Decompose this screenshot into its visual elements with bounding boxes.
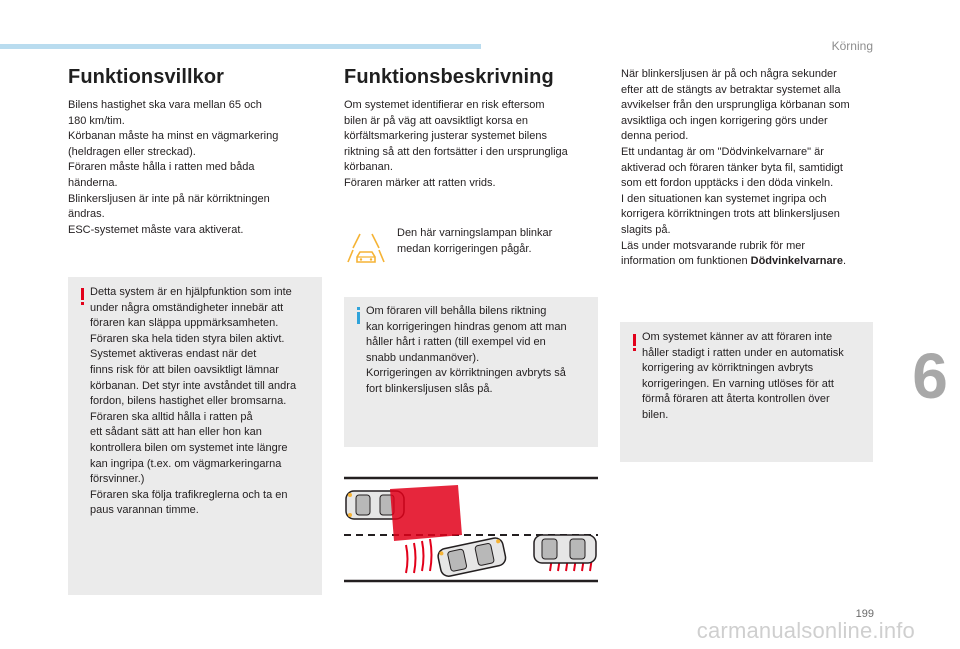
lane-keeping-warning-lamp-icon bbox=[346, 232, 386, 266]
page-number: 199 bbox=[855, 608, 874, 620]
text-line: paus varannan timme. bbox=[90, 504, 199, 517]
car-right-icon bbox=[437, 537, 507, 578]
text-line: ett sådant sätt att han eller hon kan bbox=[90, 426, 262, 439]
chapter-tab-number: 6 bbox=[912, 340, 948, 412]
lane-correction-illustration bbox=[344, 475, 598, 585]
text-line: Föraren ska alltid hålla i ratten på bbox=[90, 410, 253, 423]
heading-funktionsvillkor: Funktionsvillkor bbox=[68, 66, 225, 88]
text-line: finns risk för att bilen oavsiktligt lämnar bbox=[90, 363, 279, 376]
text-line: 180 km/tim. bbox=[68, 114, 125, 127]
section-title: Körning bbox=[831, 39, 873, 53]
text-line: ESC-systemet måste vara aktiverat. bbox=[68, 223, 244, 236]
text-line: Körbanan måste ha minst en vägmarkering bbox=[68, 130, 279, 143]
warning-text bbox=[642, 330, 872, 424]
text-line: Om systemet känner av att föraren inte bbox=[642, 331, 833, 343]
text-line: bilen. bbox=[642, 408, 669, 421]
text-line: körbanan. Det styr inte avståndet till andra bbox=[90, 379, 297, 392]
heading-funktionsbeskrivning: Funktionsbeskrivning bbox=[344, 66, 554, 88]
text-line: bilen är på väg att oavsiktligt korsa en bbox=[344, 114, 529, 127]
text-line: aktiverad och föraren tänker byta fil, samtidigt bbox=[621, 161, 843, 174]
text-line: avsiktliga och ingen korrigering görs under bbox=[621, 114, 828, 127]
text-line: Detta system är en hjälpfunktion som inte bbox=[90, 286, 292, 298]
text-line: under några omständigheter innebär att bbox=[90, 301, 284, 314]
conditions-text bbox=[68, 98, 318, 238]
text-line: Föraren ska hela tiden styra bilen aktivt. bbox=[90, 332, 285, 345]
warning-box-left bbox=[68, 277, 322, 595]
text-line: korrigering av körriktningen avbryts bbox=[642, 362, 814, 375]
description-text bbox=[344, 98, 604, 192]
text-line: medan korrigeringen pågår. bbox=[397, 242, 532, 255]
text-line: som ett fordon upptäcks i den döda vinkeln. bbox=[621, 177, 834, 190]
right-column-text bbox=[621, 67, 883, 270]
text-line: Om föraren vill behålla bilens riktning bbox=[366, 305, 547, 317]
text-line: försvinner.) bbox=[90, 473, 145, 486]
warning-exclamation-icon bbox=[633, 334, 636, 352]
info-i-icon bbox=[357, 307, 360, 325]
text-line: kontrollera bilen om systemet inte längre bbox=[90, 441, 288, 454]
text-line: (heldragen eller streckad). bbox=[68, 145, 196, 158]
text-line: Läs under motsvarande rubrik för mer bbox=[621, 239, 806, 252]
text-line: kan korrigeringen hindras genom att man bbox=[366, 320, 567, 333]
warning-box-right bbox=[620, 322, 873, 462]
text-line: korrigera körriktningen trots att blinkersljusen bbox=[621, 208, 840, 221]
text-line: efter att de stängts av betraktar systemet alla bbox=[621, 83, 841, 96]
text-line: håller hårt i ratten (till exempel vid en bbox=[366, 336, 546, 349]
blind-spot-reference: Dödvinkelvarnare bbox=[750, 255, 843, 268]
text-line: fordon, bilens hastighet eller bromsarna. bbox=[90, 395, 287, 408]
lamp-description bbox=[397, 226, 597, 257]
text-line: förmå föraren att återta kontrollen över bbox=[642, 393, 830, 406]
warning-text bbox=[90, 285, 322, 519]
text-fragment: . bbox=[842, 255, 847, 268]
text-line: Bilens hastighet ska vara mellan 65 och bbox=[68, 99, 262, 111]
text-line: slagits på. bbox=[621, 223, 671, 236]
warning-exclamation-icon bbox=[81, 288, 84, 306]
info-box-middle bbox=[344, 297, 598, 447]
text-line: körbanan. bbox=[344, 161, 393, 174]
text-line: Föraren ska följa trafikreglerna och ta en bbox=[90, 488, 288, 501]
text-line: händerna. bbox=[68, 176, 118, 189]
text-line: När blinkersljusen är på och några sekunder bbox=[621, 68, 837, 80]
text-line: kan ingripa (t.ex. om vägmarkeringarna bbox=[90, 457, 282, 470]
text-line: Korrigeringen av körriktningen avbryts så bbox=[366, 367, 566, 380]
text-line: riktning så att den fortsätter i den ursprungliga bbox=[344, 145, 568, 158]
text-line: ändras. bbox=[68, 208, 105, 221]
text-line: föraren kan släppa uppmärksamheten. bbox=[90, 317, 279, 330]
text-line-with-link bbox=[621, 254, 883, 270]
text-line: denna period. bbox=[621, 130, 689, 143]
text-line: Den här varningslampan blinkar bbox=[397, 227, 553, 239]
info-text bbox=[366, 304, 596, 398]
text-line: Systemet aktiveras endast när det bbox=[90, 348, 257, 361]
text-line: I den situationen kan systemet ingripa och bbox=[621, 192, 827, 205]
text-line: Om systemet identifierar en risk eftersom bbox=[344, 99, 545, 111]
watermark-text: carmanualsonline.info bbox=[696, 618, 915, 643]
text-line: körfältsmarkering justerar systemet bilens bbox=[344, 130, 547, 143]
top-accent-bar bbox=[0, 44, 481, 49]
text-line: Föraren måste hålla i ratten med båda bbox=[68, 161, 255, 174]
text-line: avvikelser från den ursprungliga körbanan som bbox=[621, 99, 850, 112]
text-line: Föraren märker att ratten vrids. bbox=[344, 176, 496, 189]
text-line: Blinkersljusen är inte på när körriktningen bbox=[68, 192, 270, 205]
text-line: Ett undantag är om "Dödvinkelvarnare" är bbox=[621, 145, 824, 158]
text-fragment: information om funktionen bbox=[621, 255, 751, 268]
text-line: håller stadigt i ratten under en automatisk bbox=[642, 346, 844, 359]
text-line: snabb undanmanöver). bbox=[366, 351, 480, 364]
text-line: fort blinkersljusen slås på. bbox=[366, 382, 493, 395]
text-line: korrigeringen. En varning utlöses för att bbox=[642, 377, 834, 390]
blind-spot-zone bbox=[390, 485, 462, 541]
car-far-right-icon bbox=[534, 535, 596, 563]
